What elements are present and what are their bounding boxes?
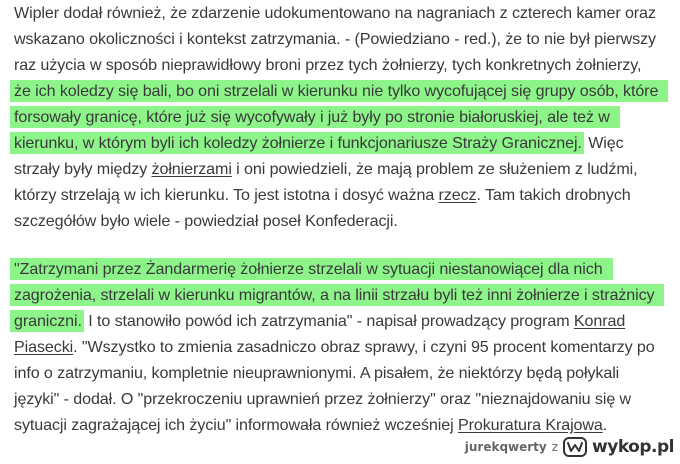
text-segment: sytuacji zagrażającej ich życiu" informowała również wcześniej: [14, 416, 458, 434]
text-line: [14, 282, 664, 308]
text-line: [14, 130, 624, 156]
text-segment: którzy strzelają w ich kierunku. To jest istotna i dosyć ważna: [14, 186, 439, 204]
text-line: [14, 156, 637, 182]
text-line: szczegółów było wiele - powiedział poseł Konfederacji.: [14, 212, 398, 230]
text-line: [14, 256, 613, 282]
highlighted-text: że ich koledzy się bali, bo oni strzelali w kierunku nie tylko wycofującej się grupy osób, które: [10, 80, 668, 102]
highlighted-text: graniczni.: [10, 310, 84, 332]
text-line: wskazano okoliczności i kontekst zatrzymania. - (Powiedziano - red.), że to nie był pierwszy: [14, 30, 656, 48]
link-text: Prokuratura: [457, 416, 541, 434]
link-konrad-piasecki[interactable]: Konrad: [573, 312, 626, 330]
wykop-logo-icon: [563, 437, 587, 457]
watermark: [465, 436, 674, 458]
text-line: [14, 308, 625, 334]
text-segment: .: [602, 416, 608, 434]
text-line: [14, 182, 631, 208]
link-prokuratura-krajowa[interactable]: [458, 416, 603, 434]
text-line: języki" - dodał. O "przekroczeniu uprawnień przez żołnierzy" oraz "nieznajdowaniu się w: [14, 390, 632, 408]
text-line: [14, 78, 668, 104]
text-line: [14, 412, 607, 438]
separator: z: [551, 440, 559, 454]
text-segment: i oni powiedzieli, że mają problem ze służeniem z ludźmi,: [231, 160, 638, 178]
link-rzecz[interactable]: rzecz: [438, 186, 477, 204]
highlighted-text: kierunku, w którym byli ich koledzy żołnierze i funkcjonariusze Straży Granicznej.: [10, 132, 584, 154]
link-konrad-piasecki[interactable]: Piasecki: [14, 338, 74, 356]
text-line: info o zatrzymaniu, kompletnie nieuprawnionymi. A pisałem, że niektórzy będą połykali: [14, 364, 620, 382]
text-line: Wipler dodał również, że zdarzenie udokumentowano na nagraniach z czterech kamer oraz: [14, 4, 656, 22]
username: jurekqwerty: [464, 440, 547, 454]
text-segment: . "Wszystko to zmienia zasadniczo obraz sprawy, i czyni 95 procent komentarzy po: [73, 338, 655, 356]
text-segment: I to stanowiło powód ich zatrzymania" - napisał prowadzący program: [83, 312, 574, 330]
brand-name: wykop.pl: [592, 437, 674, 457]
text-segment: Więc: [583, 134, 624, 152]
text-line: raz użycia w sposób nieprawidłowy broni przez tych żołnierzy, tych konkretnych żołnierzy,: [14, 56, 642, 74]
highlighted-text: forsowały granicę, które już się wycofywały i już były po stronie białoruskiej, ale też w: [10, 106, 620, 128]
text-line: [14, 104, 620, 130]
text-segment: . Tam takich drobnych: [476, 186, 631, 204]
text-segment: strzały były między: [14, 160, 152, 178]
link-zolnierzami[interactable]: żołnierzami: [151, 160, 232, 178]
highlighted-text: "Zatrzymani przez Żandarmerię żołnierze strzelali w sytuacji niestanowiącej dla nich: [10, 258, 613, 280]
highlighted-text: zagrożenia, strzelali w kierunku migrantów, a na linii strzału byli też inni żołnierze i strażnicy: [10, 284, 664, 306]
text-line: [14, 334, 655, 360]
link-text: Krajowa: [545, 416, 603, 434]
